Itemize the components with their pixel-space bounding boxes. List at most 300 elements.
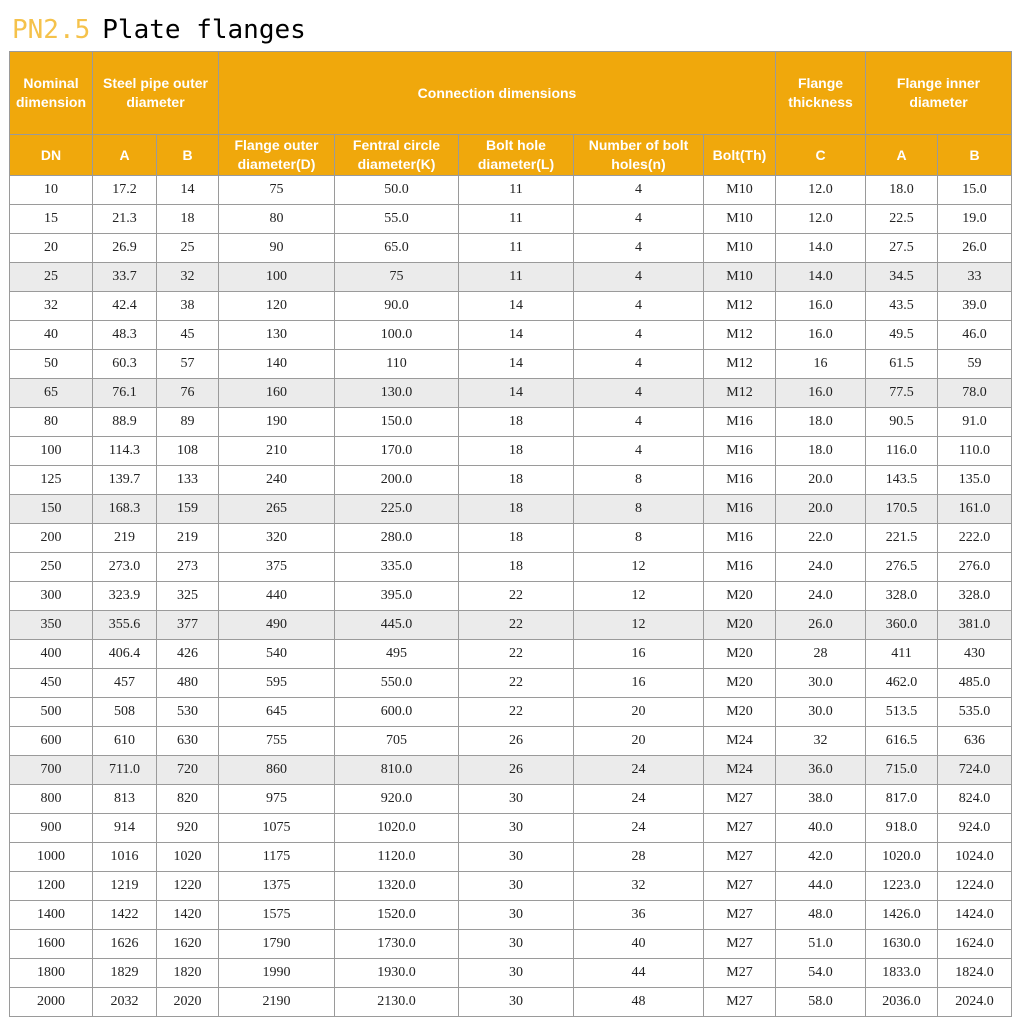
table-cell: 38 [157,292,219,321]
table-row [10,437,1012,466]
table-cell: 1220 [157,872,219,901]
table-cell: M16 [704,495,776,524]
table-cell: 813 [93,785,157,814]
table-cell: 19.0 [938,205,1012,234]
table-cell: 22 [459,669,574,698]
table-cell: 240 [219,466,335,495]
table-cell: 14 [459,379,574,408]
table-cell: M12 [704,321,776,350]
table-cell: M27 [704,901,776,930]
table-row [10,292,1012,321]
table-cell: 1833.0 [866,959,938,988]
table-cell: 40 [574,930,704,959]
table-cell: 110 [335,350,459,379]
table-cell: 76.1 [93,379,157,408]
table-row [10,698,1012,727]
table-cell: 914 [93,814,157,843]
column-header-bolt-hole-diameter: Bolt hole diameter(L) [459,135,574,176]
table-cell: 600 [10,727,93,756]
table-cell: 30 [459,930,574,959]
table-cell: 8 [574,466,704,495]
table-cell: 12 [574,611,704,640]
table-cell: 40.0 [776,814,866,843]
table-cell: 24.0 [776,553,866,582]
column-header-pipe-a: A [93,135,157,176]
table-row [10,930,1012,959]
table-cell: 323.9 [93,582,157,611]
table-cell: 2024.0 [938,988,1012,1017]
table-cell: 161.0 [938,495,1012,524]
table-cell: 88.9 [93,408,157,437]
table-cell: 15.0 [938,176,1012,205]
table-cell: 1620 [157,930,219,959]
table-cell: 42.4 [93,292,157,321]
table-cell: 125 [10,466,93,495]
table-row [10,263,1012,292]
table-cell: 75 [335,263,459,292]
header-nominal-dimension: Nominal dimension [10,52,93,135]
table-cell: 14 [459,321,574,350]
table-cell: 36.0 [776,756,866,785]
table-cell: 817.0 [866,785,938,814]
table-cell: 44 [574,959,704,988]
table-cell: 485.0 [938,669,1012,698]
table-row [10,756,1012,785]
table-row [10,959,1012,988]
table-cell: 500 [10,698,93,727]
table-cell: 22.0 [776,524,866,553]
table-cell: 276.0 [938,553,1012,582]
table-cell: 27.5 [866,234,938,263]
table-cell: M16 [704,437,776,466]
table-cell: 2000 [10,988,93,1017]
table-cell: 440 [219,582,335,611]
table-cell: 705 [335,727,459,756]
table-cell: 715.0 [866,756,938,785]
table-cell: 32 [10,292,93,321]
table-cell: 280.0 [335,524,459,553]
table-cell: 490 [219,611,335,640]
table-cell: 1600 [10,930,93,959]
table-cell: 14 [157,176,219,205]
table-row [10,785,1012,814]
table-cell: 159 [157,495,219,524]
table-row [10,408,1012,437]
table-cell: 24 [574,756,704,785]
table-cell: 300 [10,582,93,611]
table-cell: 60.3 [93,350,157,379]
table-cell: M20 [704,582,776,611]
table-cell: 32 [157,263,219,292]
table-cell: 190 [219,408,335,437]
table-cell: 8 [574,524,704,553]
table-cell: 77.5 [866,379,938,408]
table-cell: 276.5 [866,553,938,582]
table-cell: 28 [776,640,866,669]
table-cell: 38.0 [776,785,866,814]
table-cell: 16 [776,350,866,379]
table-cell: 426 [157,640,219,669]
table-cell: 2020 [157,988,219,1017]
column-header-number-of-bolt-holes: Number of bolt holes(n) [574,135,704,176]
table-cell: 48.0 [776,901,866,930]
table-cell: 16 [574,640,704,669]
table-cell: 2190 [219,988,335,1017]
table-cell: 495 [335,640,459,669]
table-cell: M24 [704,756,776,785]
table-row [10,872,1012,901]
table-cell: 430 [938,640,1012,669]
table-row [10,553,1012,582]
table-cell: 59 [938,350,1012,379]
table-cell: 508 [93,698,157,727]
table-cell: 462.0 [866,669,938,698]
table-cell: 26.9 [93,234,157,263]
table-row [10,379,1012,408]
table-cell: 1375 [219,872,335,901]
table-cell: M27 [704,988,776,1017]
table-cell: 355.6 [93,611,157,640]
column-header-flange-outer-diameter: Flange outer diameter(D) [219,135,335,176]
table-cell: 30 [459,785,574,814]
table-cell: M10 [704,205,776,234]
table-cell: 1422 [93,901,157,930]
table-cell: 16.0 [776,379,866,408]
table-cell: 918.0 [866,814,938,843]
table-cell: 328.0 [938,582,1012,611]
table-cell: 75 [219,176,335,205]
table-cell: 1200 [10,872,93,901]
table-cell: 273.0 [93,553,157,582]
table-cell: 1175 [219,843,335,872]
table-cell: 12 [574,553,704,582]
table-cell: 1219 [93,872,157,901]
table-cell: M27 [704,959,776,988]
table-cell: 45 [157,321,219,350]
table-cell: 18 [459,437,574,466]
table-cell: 1824.0 [938,959,1012,988]
column-header-pipe-b: B [157,135,219,176]
table-cell: 1624.0 [938,930,1012,959]
table-cell: 170.5 [866,495,938,524]
table-cell: 76 [157,379,219,408]
table-cell: 26 [459,756,574,785]
table-cell: 4 [574,205,704,234]
column-header-dn: DN [10,135,93,176]
table-cell: 22.5 [866,205,938,234]
table-cell: 25 [157,234,219,263]
table-cell: 14 [459,350,574,379]
table-cell: 920.0 [335,785,459,814]
table-cell: 200.0 [335,466,459,495]
table-cell: 1990 [219,959,335,988]
table-cell: 133 [157,466,219,495]
table-cell: M20 [704,611,776,640]
table-cell: 18.0 [776,408,866,437]
table-cell: 20 [574,698,704,727]
table-cell: 25 [10,263,93,292]
table-cell: 24 [574,785,704,814]
table-cell: 30 [459,901,574,930]
table-cell: 724.0 [938,756,1012,785]
table-cell: 225.0 [335,495,459,524]
table-cell: 26.0 [938,234,1012,263]
table-cell: 18 [459,495,574,524]
table-cell: 900 [10,814,93,843]
table-cell: 24 [574,814,704,843]
table-cell: 108 [157,437,219,466]
table-cell: 219 [93,524,157,553]
table-cell: 1024.0 [938,843,1012,872]
table-cell: 17.2 [93,176,157,205]
table-cell: 1820 [157,959,219,988]
table-cell: 360.0 [866,611,938,640]
table-cell: 114.3 [93,437,157,466]
table-cell: 30 [459,872,574,901]
table-cell: 8 [574,495,704,524]
table-cell: 16 [574,669,704,698]
table-cell: M10 [704,176,776,205]
table-cell: 48 [574,988,704,1017]
table-cell: 920 [157,814,219,843]
table-cell: 540 [219,640,335,669]
table-cell: 32 [574,872,704,901]
table-cell: M27 [704,814,776,843]
table-row [10,176,1012,205]
table-cell: M16 [704,524,776,553]
table-cell: 1575 [219,901,335,930]
table-cell: 457 [93,669,157,698]
table-cell: 18 [157,205,219,234]
table-cell: 4 [574,350,704,379]
table-cell: 11 [459,205,574,234]
table-cell: 755 [219,727,335,756]
table-row [10,524,1012,553]
table-cell: 1829 [93,959,157,988]
table-cell: 800 [10,785,93,814]
table-cell: 33 [938,263,1012,292]
table-cell: 139.7 [93,466,157,495]
table-cell: 16.0 [776,292,866,321]
table-cell: 4 [574,263,704,292]
table-cell: 377 [157,611,219,640]
table-cell: 20 [10,234,93,263]
table-cell: 273 [157,553,219,582]
table-cell: 4 [574,292,704,321]
table-cell: 18.0 [866,176,938,205]
table-cell: 210 [219,437,335,466]
table-cell: 160 [219,379,335,408]
table-cell: 26 [459,727,574,756]
table-cell: 1930.0 [335,959,459,988]
table-cell: 100.0 [335,321,459,350]
table-cell: 513.5 [866,698,938,727]
table-cell: 2130.0 [335,988,459,1017]
table-cell: 924.0 [938,814,1012,843]
table-cell: 1000 [10,843,93,872]
table-cell: 20 [574,727,704,756]
table-cell: 20.0 [776,495,866,524]
header-steel-pipe-outer-diameter: Steel pipe outer diameter [93,52,219,135]
table-cell: M10 [704,234,776,263]
table-cell: 143.5 [866,466,938,495]
table-cell: 2036.0 [866,988,938,1017]
table-cell: 91.0 [938,408,1012,437]
table-cell: 34.5 [866,263,938,292]
table-cell: 18 [459,524,574,553]
column-header-inner-b: B [938,135,1012,176]
table-cell: 616.5 [866,727,938,756]
table-cell: 12.0 [776,205,866,234]
table-cell: 250 [10,553,93,582]
table-cell: 600.0 [335,698,459,727]
table-cell: 32 [776,727,866,756]
table-cell: 28 [574,843,704,872]
table-cell: 219 [157,524,219,553]
table-cell: 265 [219,495,335,524]
table-cell: 61.5 [866,350,938,379]
table-cell: 30 [459,959,574,988]
table-cell: 130.0 [335,379,459,408]
table-cell: 130 [219,321,335,350]
table-cell: M10 [704,263,776,292]
table-cell: 320 [219,524,335,553]
table-cell: 4 [574,234,704,263]
table-cell: 116.0 [866,437,938,466]
table-cell: 120 [219,292,335,321]
table-cell: 1224.0 [938,872,1012,901]
table-cell: 820 [157,785,219,814]
title-text: Plate flanges [102,15,306,45]
table-cell: 22 [459,611,574,640]
table-cell: 43.5 [866,292,938,321]
table-cell: 110.0 [938,437,1012,466]
table-cell: 30.0 [776,698,866,727]
table-cell: 810.0 [335,756,459,785]
table-cell: 18 [459,553,574,582]
table-cell: 170.0 [335,437,459,466]
column-header-bolt: Bolt(Th) [704,135,776,176]
table-row [10,988,1012,1017]
table-cell: 18 [459,466,574,495]
table-cell: 11 [459,176,574,205]
table-cell: 645 [219,698,335,727]
table-cell: 150.0 [335,408,459,437]
table-cell: M27 [704,930,776,959]
table-cell: 24.0 [776,582,866,611]
table-cell: 1223.0 [866,872,938,901]
table-cell: 100 [219,263,335,292]
table-row [10,321,1012,350]
table-cell: 140 [219,350,335,379]
table-cell: M12 [704,292,776,321]
table-cell: 450 [10,669,93,698]
table-cell: 65 [10,379,93,408]
table-cell: 51.0 [776,930,866,959]
table-cell: 18.0 [776,437,866,466]
table-cell: 80 [10,408,93,437]
table-cell: 711.0 [93,756,157,785]
table-row [10,582,1012,611]
table-cell: 150 [10,495,93,524]
table-cell: 1790 [219,930,335,959]
column-header-circle-diameter: Fentral circle diameter(K) [335,135,459,176]
table-cell: 50.0 [335,176,459,205]
table-cell: 100 [10,437,93,466]
table-cell: 168.3 [93,495,157,524]
table-cell: 11 [459,263,574,292]
table-cell: 14.0 [776,263,866,292]
table-row [10,611,1012,640]
table-row [10,843,1012,872]
table-cell: 36 [574,901,704,930]
table-cell: 1020.0 [335,814,459,843]
header-flange-thickness: Flange thickness [776,52,866,135]
table-cell: 636 [938,727,1012,756]
table-cell: 4 [574,379,704,408]
flange-table [9,51,1012,1017]
table-cell: 400 [10,640,93,669]
table-cell: M12 [704,350,776,379]
table-cell: 328.0 [866,582,938,611]
table-cell: M24 [704,727,776,756]
table-cell: 46.0 [938,321,1012,350]
table-cell: 395.0 [335,582,459,611]
table-cell: 4 [574,176,704,205]
table-cell: 700 [10,756,93,785]
table-cell: 30 [459,988,574,1017]
table-cell: 42.0 [776,843,866,872]
table-cell: 375 [219,553,335,582]
table-cell: 411 [866,640,938,669]
table-cell: 1400 [10,901,93,930]
table-row [10,466,1012,495]
header-connection-dimensions: Connection dimensions [219,52,776,135]
table-cell: 57 [157,350,219,379]
table-cell: 78.0 [938,379,1012,408]
table-cell: 720 [157,756,219,785]
table-cell: 350 [10,611,93,640]
table-cell: 630 [157,727,219,756]
table-cell: 1626 [93,930,157,959]
table-row [10,640,1012,669]
table-cell: 39.0 [938,292,1012,321]
table-cell: 90.0 [335,292,459,321]
table-cell: 14 [459,292,574,321]
table-cell: 22 [459,698,574,727]
table-cell: 530 [157,698,219,727]
table-cell: M16 [704,466,776,495]
table-cell: 12.0 [776,176,866,205]
table-cell: 445.0 [335,611,459,640]
table-cell: 16.0 [776,321,866,350]
table-header [10,52,1012,176]
table-cell: M20 [704,669,776,698]
table-cell: 4 [574,437,704,466]
table-cell: 89 [157,408,219,437]
pressure-rating: PN2.5 [12,15,91,45]
table-cell: M20 [704,640,776,669]
table-cell: 335.0 [335,553,459,582]
table-cell: 30 [459,843,574,872]
table-row [10,901,1012,930]
table-cell: 221.5 [866,524,938,553]
table-cell: 135.0 [938,466,1012,495]
table-cell: 12 [574,582,704,611]
table-cell: 65.0 [335,234,459,263]
table-cell: 200 [10,524,93,553]
table-cell: 10 [10,176,93,205]
